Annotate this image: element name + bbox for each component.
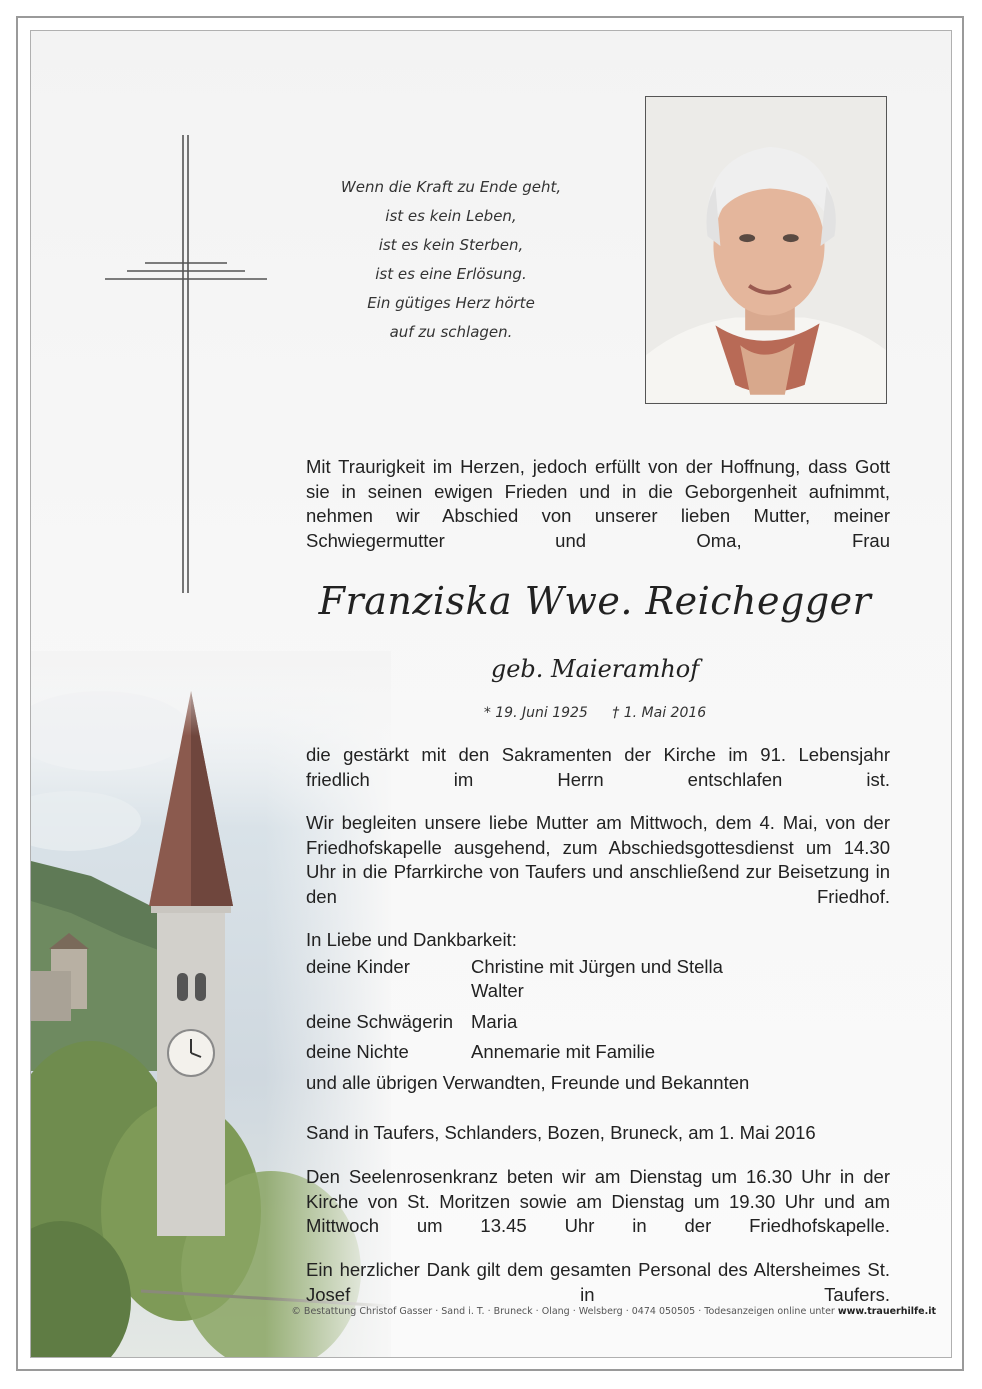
mourner-row	[306, 1040, 890, 1065]
portrait-photo	[645, 96, 887, 404]
life-dates	[299, 705, 891, 721]
birth-name: geb. Maieramhof	[490, 655, 700, 683]
quote-line: ist es kein Leben,	[385, 207, 517, 225]
mourner-names	[471, 1040, 655, 1065]
thanks-paragraph: Ein herzlicher Dank gilt dem gesamten Personal des Altersheimes St. Josef in Taufers.	[306, 1259, 890, 1305]
quote-line: ist es kein Sterben,	[378, 236, 524, 254]
quote-line: auf zu schlagen.	[389, 323, 513, 341]
funeral-paragraph: Wir begleiten unsere liebe Mutter am Mittwoch, dem 4. Mai, von der Friedhofskapelle ausgehend, zum Abschiedsgottesdienst um 14.30 Uhr in die Pfarrkirche von Taufers und anschließend zur Beisetzung in den Friedhof.	[306, 812, 890, 907]
notice-page	[30, 30, 952, 1358]
mourner-name: Maria	[471, 1010, 518, 1032]
footer-link[interactable]: www.trauerhilfe.it	[837, 1306, 936, 1317]
cross-icon	[105, 135, 267, 595]
mourner-relation: deine Nichte	[306, 1041, 409, 1062]
mourner-name: Annemarie mit Familie	[471, 1041, 656, 1062]
mourners-others-text: und alle übrigen Verwandten, Freunde und Bekannten	[306, 1071, 750, 1093]
mourners-heading-text: In Liebe und Dankbarkeit:	[306, 929, 517, 950]
quote-line: Wenn die Kraft zu Ende geht,	[340, 178, 562, 196]
rosary-paragraph: Den Seelenrosenkranz beten wir am Dienstag um 16.30 Uhr in der Kirche von St. Moritzen sowie am Dienstag um 19.30 Uhr und am Mittwoch um 13.45 Uhr in der Friedhofskapelle.	[306, 1166, 890, 1236]
death-date: † 1. Mai 2016	[612, 705, 707, 721]
quote-line: Ein gütiges Herz hörte	[367, 294, 535, 312]
footer	[30, 1306, 952, 1317]
mourner-row	[306, 955, 890, 1004]
mourners-others	[306, 1071, 890, 1096]
mourner-name: Christine mit Jürgen und Stella	[471, 955, 723, 977]
footer-text: © Bestattung Christof Gasser · Sand i. T. · Bruneck · Olang · Welsberg · 0474 050505 · Todesanzeigen online unter	[291, 1306, 835, 1317]
quote-line: ist es eine Erlösung.	[375, 265, 527, 283]
mourner-names	[471, 1010, 517, 1035]
passing-paragraph: die gestärkt mit den Sakramenten der Kirche im 91. Lebensjahr friedlich im Herrn entschlafen ist.	[306, 744, 890, 790]
birth-date: * 19. Juni 1925	[483, 705, 588, 721]
mourners-section	[306, 928, 890, 1095]
memorial-quote	[281, 173, 621, 347]
deceased-name: Franziska Wwe. Reichegger	[318, 579, 872, 623]
mourner-name: Walter	[471, 980, 524, 1001]
mourners-heading	[306, 928, 890, 953]
mourner-relation: deine Schwägerin	[306, 1010, 454, 1032]
mourner-row	[306, 1010, 890, 1035]
mourner-relation: deine Kinder	[306, 955, 410, 977]
intro-paragraph: Mit Traurigkeit im Herzen, jedoch erfüllt von der Hoffnung, dass Gott sie in seinen ewigen Frieden und in die Geborgenheit aufnimmt, nehmen wir Abschied von unserer lieben Mutter, meiner Schwiegermutter und Oma, Frau	[306, 456, 890, 551]
mourner-names	[471, 955, 723, 1004]
place-date: Sand in Taufers, Schlanders, Bozen, Bruneck, am 1. Mai 2016	[306, 1122, 816, 1143]
